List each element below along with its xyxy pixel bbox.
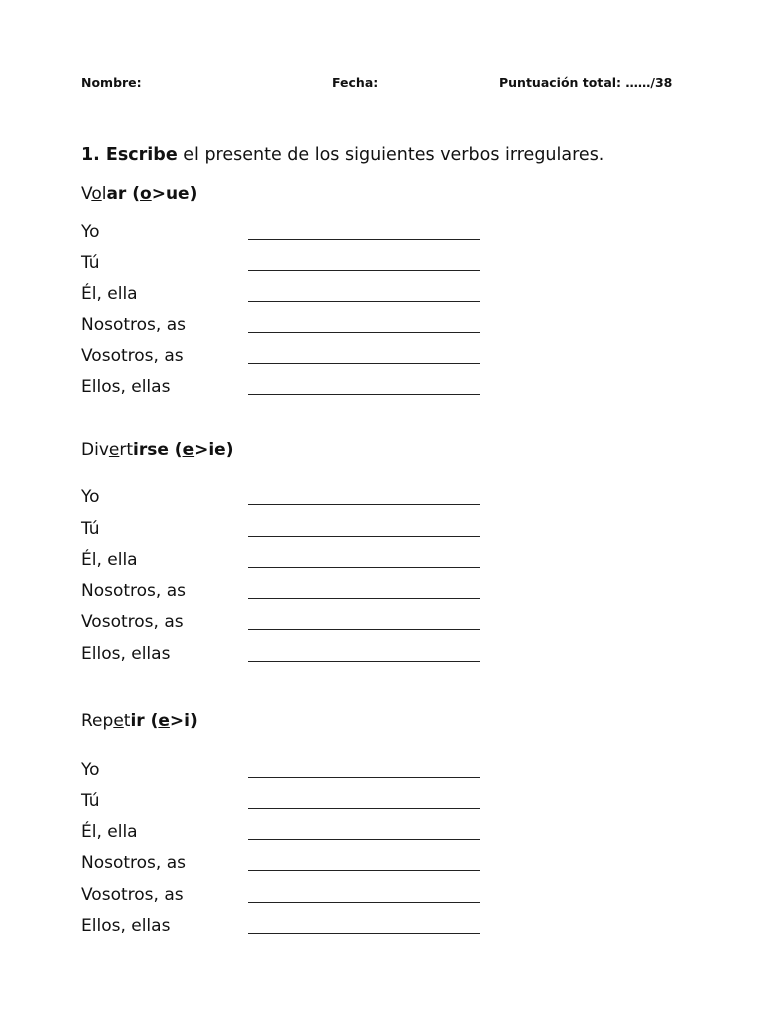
verb-ending: ar — [106, 184, 127, 204]
answer-blank[interactable] — [248, 902, 480, 903]
conjugation-row — [81, 581, 501, 605]
pronoun-label: Vosotros, as — [81, 612, 184, 632]
verb-stem-vowel: o — [91, 184, 102, 204]
verb-stem-vowel: e — [113, 711, 124, 731]
pronoun-label: Nosotros, as — [81, 315, 186, 335]
answer-blank[interactable] — [248, 301, 480, 302]
conjugation-row — [81, 853, 501, 877]
answer-blank[interactable] — [248, 504, 480, 505]
verb-change-open: ( — [126, 184, 141, 204]
pronoun-label: Ellos, ellas — [81, 377, 171, 397]
verb-stem-start: Div — [81, 440, 109, 460]
conjugation-row — [81, 377, 501, 401]
conjugation-row — [81, 284, 501, 308]
answer-blank[interactable] — [248, 239, 480, 240]
verb-title-divertirse — [81, 440, 233, 460]
answer-blank[interactable] — [248, 270, 480, 271]
answer-blank[interactable] — [248, 394, 480, 395]
verb-stem-start: Rep — [81, 711, 114, 731]
conjugation-row — [81, 822, 501, 846]
verb-change-vowel: e — [182, 440, 195, 460]
verb-change-rest: >ie) — [194, 440, 234, 460]
exercise-number: 1. Escribe — [81, 145, 178, 165]
verb-change-rest: >i) — [169, 711, 198, 731]
verb-change-vowel: o — [140, 184, 152, 204]
conjugation-row — [81, 519, 501, 543]
answer-blank[interactable] — [248, 839, 480, 840]
verb-change-open: ( — [144, 711, 159, 731]
exercise-instruction — [81, 145, 604, 165]
pronoun-label: Él, ella — [81, 550, 138, 570]
verb-change-vowel: e — [158, 711, 170, 731]
verb-title-repetir — [81, 711, 198, 731]
conjugation-row — [81, 550, 501, 574]
pronoun-label: Vosotros, as — [81, 885, 184, 905]
exercise-text: el presente de los siguientes verbos irregulares. — [177, 145, 605, 165]
answer-blank[interactable] — [248, 870, 480, 871]
answer-blank[interactable] — [248, 536, 480, 537]
pronoun-label: Ellos, ellas — [81, 644, 171, 664]
pronoun-label: Yo — [81, 222, 100, 242]
conjugation-row — [81, 612, 501, 636]
pronoun-label: Yo — [81, 487, 100, 507]
answer-blank[interactable] — [248, 332, 480, 333]
answer-blank[interactable] — [248, 629, 480, 630]
conjugation-row — [81, 644, 501, 668]
verb-stem-end: t — [123, 711, 131, 731]
conjugation-row — [81, 222, 501, 246]
conjugation-row — [81, 253, 501, 277]
conjugation-row — [81, 885, 501, 909]
verb-stem-end: l — [101, 184, 107, 204]
answer-blank[interactable] — [248, 933, 480, 934]
name-label: Nombre: — [81, 75, 142, 90]
answer-blank[interactable] — [248, 363, 480, 364]
conjugation-row — [81, 346, 501, 370]
answer-blank[interactable] — [248, 598, 480, 599]
pronoun-label: Vosotros, as — [81, 346, 184, 366]
answer-blank[interactable] — [248, 661, 480, 662]
answer-blank[interactable] — [248, 808, 480, 809]
pronoun-label: Él, ella — [81, 822, 138, 842]
verb-ending: ir — [130, 711, 145, 731]
verb-title-volar — [81, 184, 197, 204]
answer-blank[interactable] — [248, 777, 480, 778]
pronoun-label: Nosotros, as — [81, 853, 186, 873]
verb-stem-vowel: e — [108, 440, 120, 460]
pronoun-label: Ellos, ellas — [81, 916, 171, 936]
answer-blank[interactable] — [248, 567, 480, 568]
verb-ending: irse — [133, 440, 169, 460]
verb-change-open: ( — [168, 440, 183, 460]
verb-stem-start: V — [81, 184, 92, 204]
date-label: Fecha: — [332, 75, 379, 90]
pronoun-label: Él, ella — [81, 284, 138, 304]
score-label: Puntuación total: ……/38 — [499, 75, 673, 90]
verb-stem-end: rt — [119, 440, 133, 460]
pronoun-label: Tú — [81, 791, 100, 811]
conjugation-row — [81, 315, 501, 339]
conjugation-row — [81, 791, 501, 815]
conjugation-row — [81, 760, 501, 784]
conjugation-row — [81, 487, 501, 511]
pronoun-label: Yo — [81, 760, 100, 780]
pronoun-label: Tú — [81, 253, 100, 273]
verb-change-rest: >ue) — [151, 184, 198, 204]
worksheet-header — [81, 75, 681, 95]
pronoun-label: Nosotros, as — [81, 581, 186, 601]
pronoun-label: Tú — [81, 519, 100, 539]
conjugation-row — [81, 916, 501, 940]
